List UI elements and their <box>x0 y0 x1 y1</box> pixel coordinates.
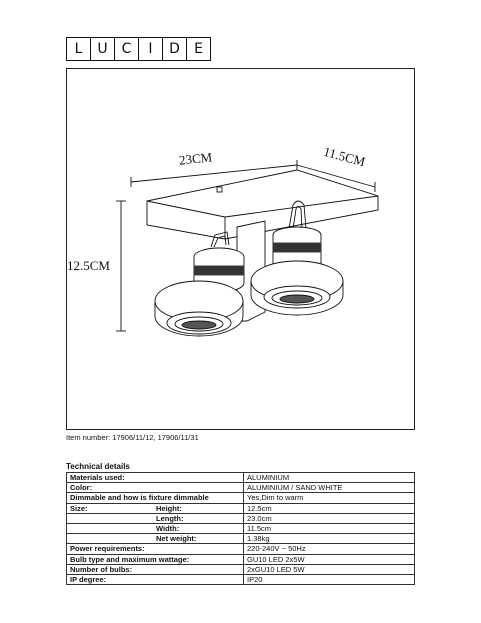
logo-letter: C <box>115 37 139 61</box>
technical-details-title: Technical details <box>66 462 130 471</box>
spec-value: GU10 LED 2x5W <box>244 554 415 564</box>
spec-label: Number of bulbs: <box>70 564 133 574</box>
spec-label: Bulb type and maximum wattage: <box>70 554 190 564</box>
spec-value: ALUMINIUM <box>244 473 415 483</box>
spec-sublabel: Net weight: <box>156 534 197 544</box>
spec-value: IP20 <box>244 574 415 584</box>
table-row <box>67 574 415 584</box>
spec-value: 2xGU10 LED 5W <box>244 564 415 574</box>
logo-letter: U <box>91 37 115 61</box>
spec-value: Yes,Dim to warm <box>244 493 415 503</box>
brand-logo <box>66 37 211 61</box>
table-row <box>67 513 415 523</box>
table-row <box>67 564 415 574</box>
table-row <box>67 493 415 503</box>
spec-value: 11.5cm <box>244 523 415 533</box>
spec-value: 23.0cm <box>244 513 415 523</box>
table-row <box>67 483 415 493</box>
logo-letter: E <box>187 37 211 61</box>
technical-details-table <box>66 472 415 585</box>
table-row <box>67 554 415 564</box>
spec-label: Power requirements: <box>70 544 145 554</box>
table-row <box>67 503 415 513</box>
table-row <box>67 544 415 554</box>
logo-letter: L <box>66 37 91 61</box>
spec-sublabel: Height: <box>156 503 182 513</box>
spec-value: 1.38kg <box>244 534 415 544</box>
spec-label: IP degree: <box>70 574 107 584</box>
length-dimension-label: 23CM <box>178 149 213 168</box>
spec-label: Color: <box>70 483 93 493</box>
table-row <box>67 523 415 533</box>
product-drawing-frame <box>66 68 415 430</box>
spec-label: Dimmable and how is fixture dimmable <box>70 493 209 503</box>
table-row <box>67 473 415 483</box>
spec-label: Materials used: <box>70 473 125 483</box>
item-number: Item number: 17906/11/12, 17906/11/31 <box>66 433 199 442</box>
logo-letter: I <box>139 37 163 61</box>
spec-value: 220-240V ~ 50Hz <box>244 544 415 554</box>
product-drawing <box>67 69 416 431</box>
logo-letter: D <box>163 37 187 61</box>
spec-sublabel: Length: <box>156 513 184 523</box>
height-dimension-label: 12.5CM <box>67 258 110 273</box>
spec-sublabel: Width: <box>156 524 180 534</box>
spec-value: 12.5cm <box>244 503 415 513</box>
spec-value: ALUMINIUM / SAND WHITE <box>244 483 415 493</box>
width-dimension-label: 11.5CM <box>321 143 367 170</box>
spec-label: Size: <box>70 503 88 513</box>
table-row <box>67 534 415 544</box>
